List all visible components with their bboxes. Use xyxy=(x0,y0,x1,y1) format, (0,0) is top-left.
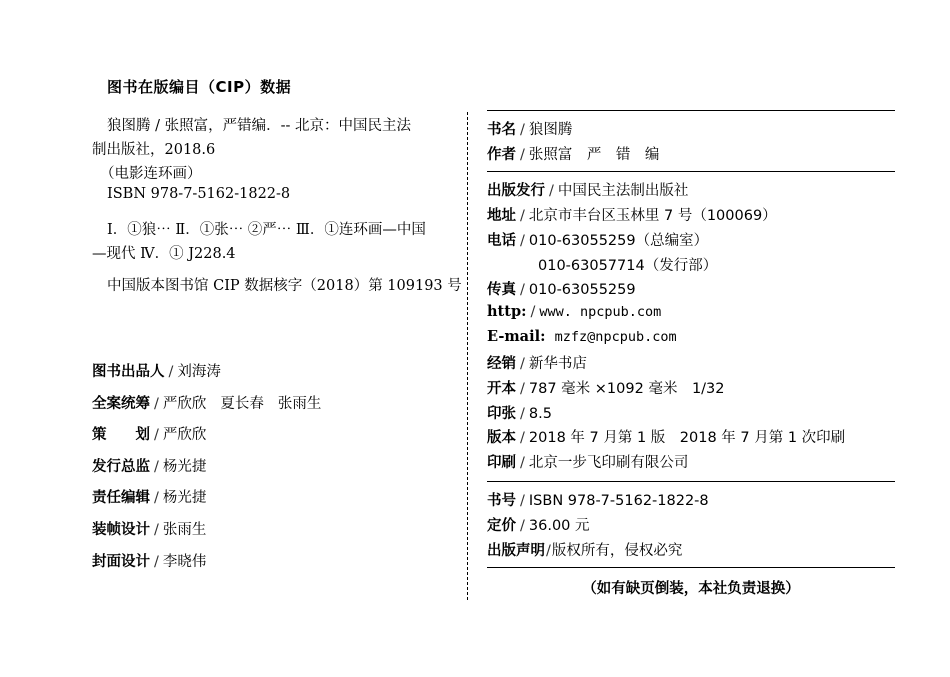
credit-role: 图书出品人 xyxy=(92,364,165,380)
credit-row: 装帧设计 / 张雨生 xyxy=(92,522,207,538)
info-email: E-mail: mzfz@npcpub.com xyxy=(487,328,677,345)
info-phone: 电话 / 010-63055259（总编室） xyxy=(487,233,709,249)
cip-line: （电影连环画） xyxy=(100,166,202,182)
cip-line: —现代 Ⅳ．① J228.4 xyxy=(92,246,236,262)
info-copyright: 出版声明/版权所有，侵权必究 xyxy=(487,543,683,559)
credit-row: 图书出品人 / 刘海涛 xyxy=(92,364,221,380)
credit-name: 李晓伟 xyxy=(162,554,207,570)
rule xyxy=(487,481,895,482)
info-title: 书名 / 狼图腾 xyxy=(487,122,573,138)
info-phone-2: 010-63057714（发行部） xyxy=(538,258,718,274)
cip-line: 狼图腾 / 张照富，严错编．-- 北京：中国民主法 xyxy=(107,118,412,134)
info-format: 开本 / 787 毫米 ×1092 毫米 1/32 xyxy=(487,381,725,397)
cip-line: 制出版社，2018.6 xyxy=(92,142,216,158)
credit-role: 装帧设计 xyxy=(92,522,150,538)
credit-row: 全案统筹 / 严欣欣 夏长春 张雨生 xyxy=(92,396,322,412)
credit-row: 策 划 / 严欣欣 xyxy=(92,427,207,443)
cip-line: ISBN 978-7-5162-1822-8 xyxy=(107,186,291,202)
credit-row: 发行总监 / 杨光捷 xyxy=(92,459,207,475)
rule-bottom xyxy=(487,567,895,568)
cip-line: 中国版本图书馆 CIP 数据核字（2018）第 109193 号 xyxy=(107,278,462,294)
credit-role: 封面设计 xyxy=(92,554,150,570)
info-sheets: 印张 / 8.5 xyxy=(487,406,552,422)
credit-role: 责任编辑 xyxy=(92,490,150,506)
credit-name: 严欣欣 xyxy=(162,427,207,443)
info-http: http: / www. npcpub.com xyxy=(487,303,662,320)
credit-name: 杨光捷 xyxy=(162,490,207,506)
info-printer: 印刷 / 北京一步飞印刷有限公司 xyxy=(487,455,689,471)
info-edition: 版本 / 2018 年 7 月第 1 版 2018 年 7 月第 1 次印刷 xyxy=(487,430,846,446)
credit-name: 严欣欣 xyxy=(162,396,207,412)
credit-role: 发行总监 xyxy=(92,459,150,475)
credit-role: 全案统筹 xyxy=(92,396,150,412)
credit-name: 张雨生 xyxy=(162,522,207,538)
info-publisher: 出版发行 / 中国民主法制出版社 xyxy=(487,183,689,199)
vertical-divider xyxy=(467,112,468,600)
credit-name: 杨光捷 xyxy=(162,459,207,475)
credit-name: 张雨生 xyxy=(277,396,322,412)
credit-row: 封面设计 / 李晓伟 xyxy=(92,554,207,570)
cip-line: Ⅰ．①狼⋯ Ⅱ．①张⋯ ②严⋯ Ⅲ．①连环画—中国 xyxy=(107,222,426,238)
credit-name: 刘海涛 xyxy=(177,364,221,380)
info-price: 定价 / 36.00 元 xyxy=(487,518,590,534)
info-fax: 传真 / 010-63055259 xyxy=(487,282,636,298)
credit-name: 夏长春 xyxy=(220,396,264,412)
info-author: 作者 / 张照富 严 错 编 xyxy=(487,147,660,163)
cip-heading: 图书在版编目（CIP）数据 xyxy=(107,78,292,96)
info-isbn: 书号 / ISBN 978-7-5162-1822-8 xyxy=(487,493,709,509)
credit-role: 策 划 xyxy=(92,427,150,443)
return-notice: （如有缺页倒装，本社负责退换） xyxy=(582,581,800,597)
info-distributor: 经销 / 新华书店 xyxy=(487,356,587,372)
info-address: 地址 / 北京市丰台区玉林里 7 号（100069） xyxy=(487,208,777,224)
rule xyxy=(487,171,895,172)
rule-top xyxy=(487,110,895,111)
credit-row: 责任编辑 / 杨光捷 xyxy=(92,490,207,506)
